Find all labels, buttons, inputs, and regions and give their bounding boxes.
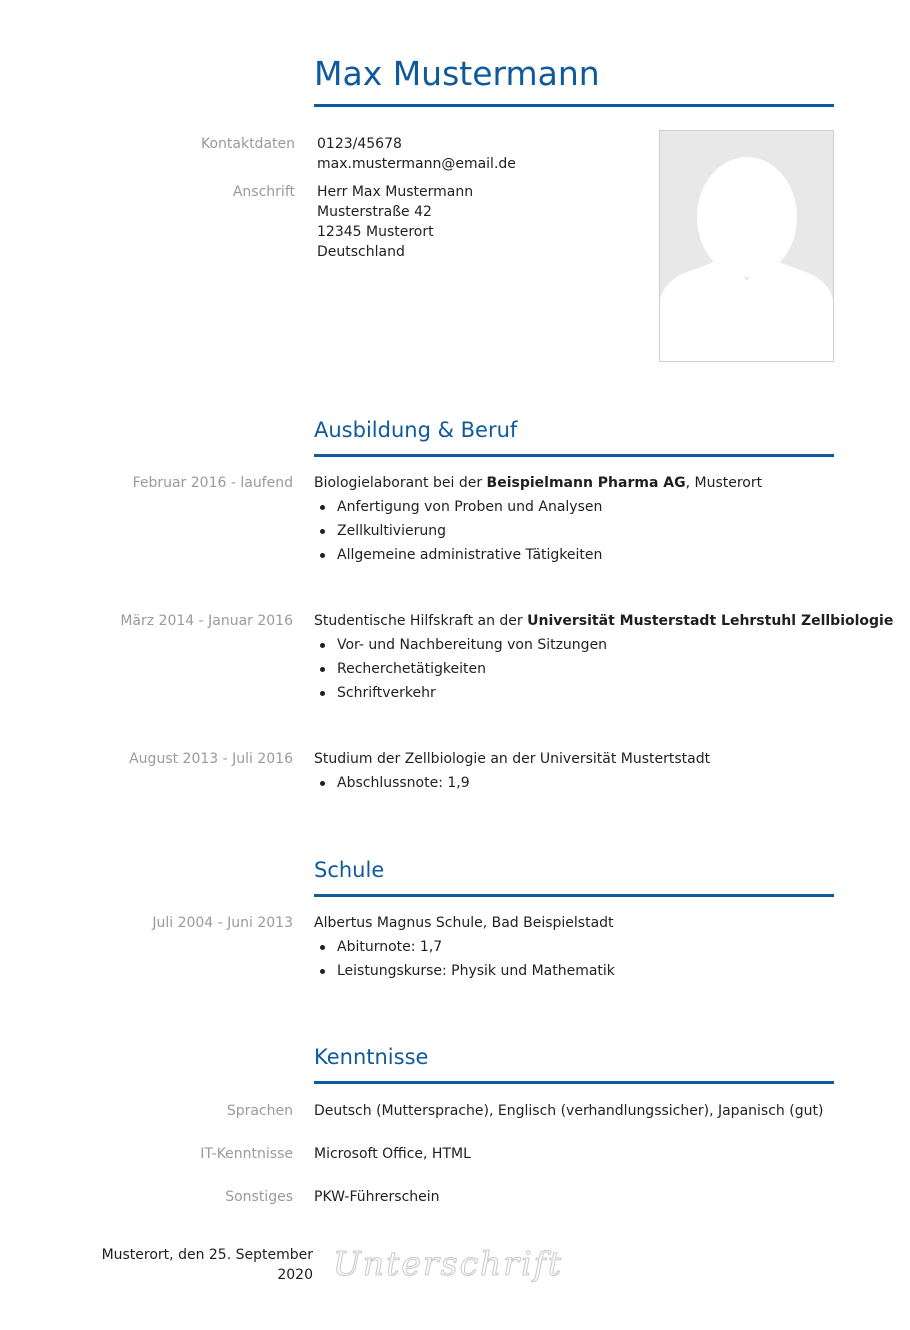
contact-label: Kontaktdaten: [200, 136, 295, 152]
address-label: Anschrift: [232, 184, 295, 200]
email-address: max.mustermann@email.de: [317, 156, 516, 172]
person-silhouette-icon: [660, 131, 833, 361]
address-line: Musterstraße 42: [317, 204, 432, 220]
list-item: Abschlussnote: 1,9: [314, 771, 710, 795]
entry-employer: Beispielmann Pharma AG: [486, 475, 686, 491]
entry-date: Juli 2004 - Juni 2013: [152, 915, 293, 931]
school-entry: [314, 911, 615, 983]
entry-date: März 2014 - Januar 2016: [120, 613, 293, 629]
address-line: 12345 Musterort: [317, 224, 434, 240]
list-item: Zellkultivierung: [314, 519, 762, 543]
entry-date: Februar 2016 - laufend: [132, 475, 293, 491]
entry-title: [314, 471, 762, 495]
entry-bullets: [314, 935, 615, 983]
entry-title: Albertus Magnus Schule, Bad Beispielstadt: [314, 915, 614, 931]
career-entry: [314, 747, 710, 795]
career-entry: [314, 609, 893, 705]
section-title-career: Ausbildung & Beruf: [314, 418, 518, 442]
list-item: Recherchetätigkeiten: [314, 657, 893, 681]
skill-label: Sonstiges: [225, 1189, 293, 1205]
entry-employer: Universität Musterstadt Lehrstuhl Zellbiologie: [527, 613, 894, 629]
address-line: Deutschland: [317, 244, 405, 260]
skill-label: Sprachen: [226, 1103, 293, 1119]
skill-value: PKW-Führerschein: [314, 1189, 440, 1205]
entry-date: August 2013 - Juli 2016: [129, 751, 293, 767]
skill-label: IT-Kenntnisse: [200, 1146, 293, 1162]
entry-role: Studentische Hilfskraft an der: [314, 613, 528, 629]
entry-bullets: [314, 495, 762, 567]
page-title: Max Mustermann: [314, 54, 600, 93]
section-divider: [314, 894, 834, 897]
list-item: Leistungskurse: Physik und Mathematik: [314, 959, 615, 983]
career-entry: [314, 471, 762, 567]
list-item: Anfertigung von Proben und Analysen: [314, 495, 762, 519]
section-title-skills: Kenntnisse: [314, 1045, 429, 1069]
signature: Unterschrift: [333, 1244, 564, 1283]
entry-role: Biologielaborant bei der: [314, 475, 487, 491]
title-divider: [314, 104, 834, 107]
list-item: Vor- und Nachbereitung von Sitzungen: [314, 633, 893, 657]
list-item: Abiturnote: 1,7: [314, 935, 615, 959]
entry-bullets: [314, 633, 893, 705]
place-date-line: 2020: [277, 1267, 313, 1283]
address-line: Herr Max Mustermann: [317, 184, 474, 200]
section-title-school: Schule: [314, 858, 385, 882]
list-item: Schriftverkehr: [314, 681, 893, 705]
place-and-date: [100, 1245, 313, 1285]
entry-location: , Musterort: [685, 475, 763, 491]
entry-bullets: [314, 771, 710, 795]
section-divider: [314, 1081, 834, 1084]
profile-photo-placeholder: [659, 130, 834, 362]
skill-value: Deutsch (Muttersprache), Englisch (verhandlungssicher), Japanisch (gut): [314, 1103, 824, 1119]
skill-value: Microsoft Office, HTML: [314, 1146, 471, 1162]
section-divider: [314, 454, 834, 457]
contact-details: [317, 134, 516, 174]
list-item: Allgemeine administrative Tätigkeiten: [314, 543, 762, 567]
address-block: [317, 182, 473, 262]
phone-number: 0123/45678: [317, 136, 402, 152]
entry-title: Studium der Zellbiologie an der Universität Mustertstadt: [314, 751, 711, 767]
entry-title: [314, 609, 893, 633]
place-date-line: Musterort, den 25. September: [101, 1247, 313, 1263]
